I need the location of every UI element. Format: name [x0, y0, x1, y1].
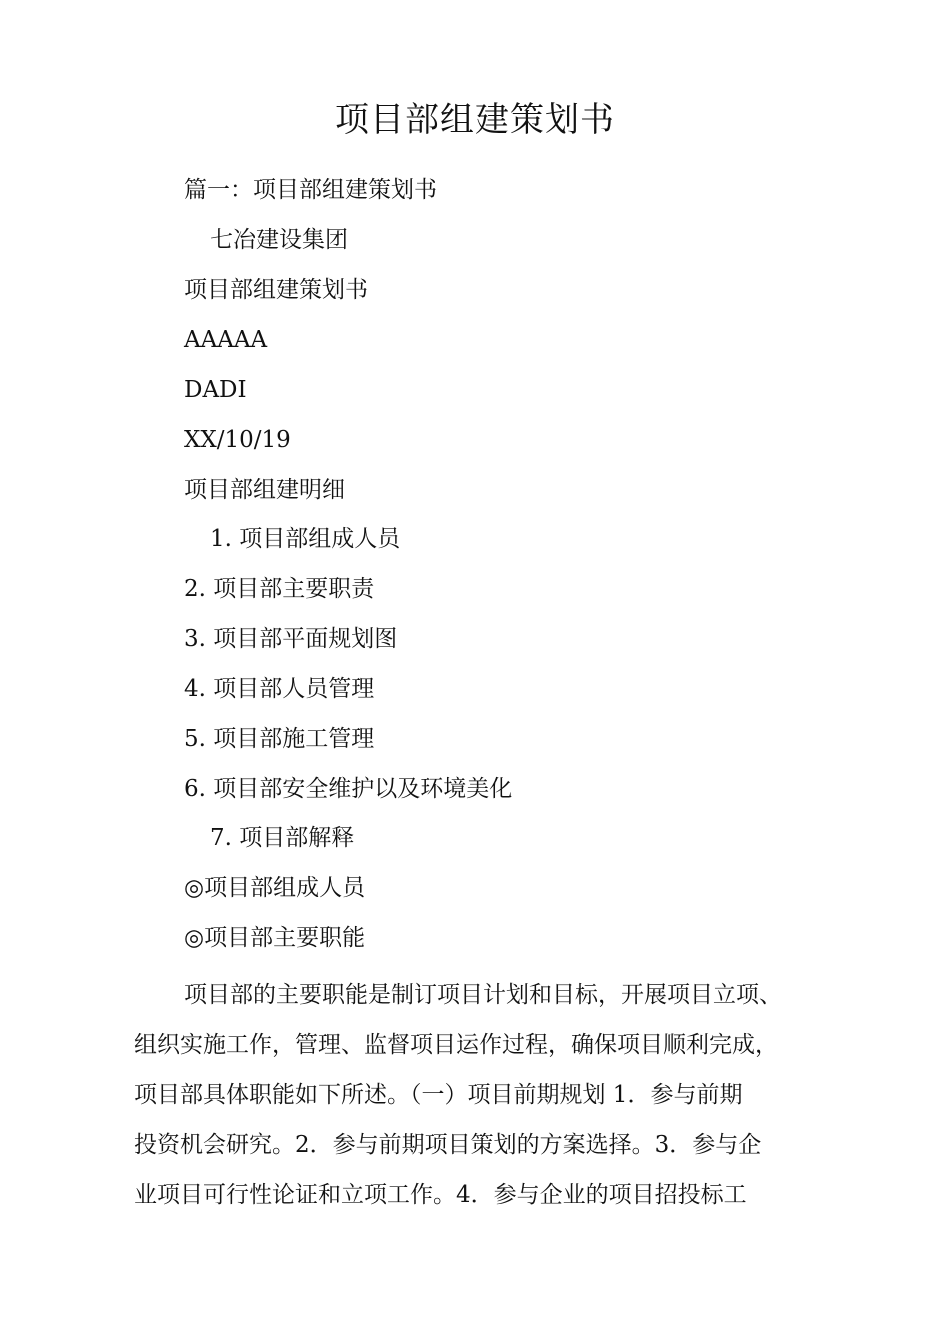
list-item: 6. 项目部安全维护以及环境美化	[184, 776, 513, 802]
paragraph-line: 项目部具体职能如下所述。（一）项目前期规划 1．参与前期	[134, 1082, 743, 1108]
section-marker: ◎项目部主要职能	[184, 925, 366, 951]
list-item: 4. 项目部人员管理	[184, 676, 375, 702]
list-item: 1. 项目部组成人员	[210, 526, 401, 552]
document-title: 项目部组建策划书	[335, 100, 615, 140]
text-line: DADI	[184, 377, 247, 403]
subtitle: 项目部组建策划书	[184, 277, 368, 303]
list-item: 2. 项目部主要职责	[184, 576, 375, 602]
date-line: XX/10/19	[184, 427, 291, 453]
list-item: 7. 项目部解释	[210, 825, 355, 851]
company-name: 七冶建设集团	[210, 227, 348, 253]
paragraph-line: 项目部的主要职能是制订项目计划和目标，开展项目立项、	[184, 982, 782, 1008]
paragraph-line: 组织实施工作，管理、监督项目运作过程，确保项目顺利完成，	[134, 1032, 778, 1058]
list-heading: 项目部组建明细	[184, 477, 345, 503]
section-marker: ◎项目部组成人员	[184, 875, 366, 901]
paragraph-line: 投资机会研究。2．参与前期项目策划的方案选择。3．参与企	[134, 1132, 762, 1158]
paragraph-line: 业项目可行性论证和立项工作。4．参与企业的项目招投标工	[134, 1182, 747, 1208]
section-heading: 篇一：项目部组建策划书	[184, 177, 437, 203]
body-paragraph	[134, 970, 854, 1220]
list-item: 3. 项目部平面规划图	[184, 626, 398, 652]
list-item: 5. 项目部施工管理	[184, 726, 375, 752]
text-line: AAAAA	[184, 327, 268, 353]
